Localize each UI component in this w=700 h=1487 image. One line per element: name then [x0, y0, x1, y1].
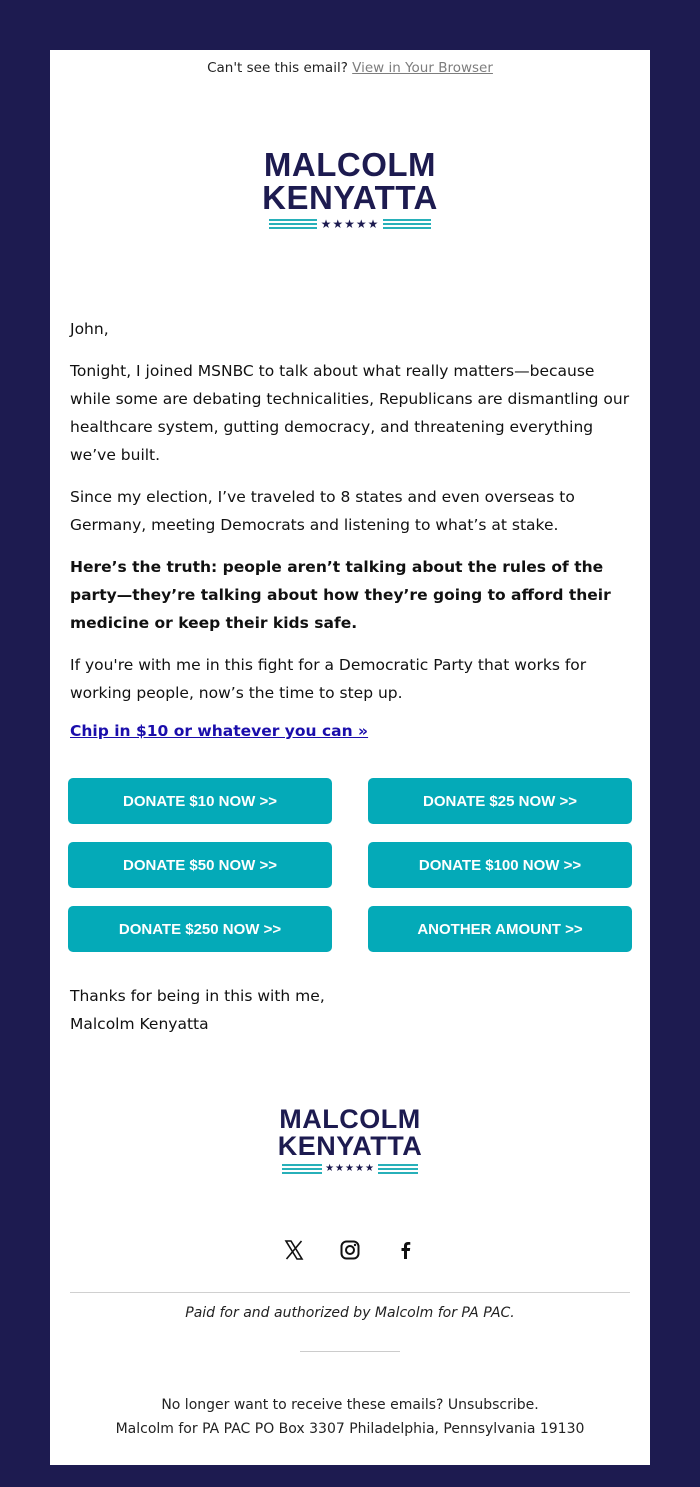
signature-name: Malcolm Kenyatta — [70, 1015, 209, 1033]
paid-for-disclaimer: Paid for and authorized by Malcolm for PA PAC. — [185, 1305, 515, 1321]
paragraph-3: Here’s the truth: people aren’t talking about the rules of the party—they’re talking about how they’re going to afford their medicine or keep their kids safe. — [70, 558, 611, 632]
donate-250-button[interactable]: DONATE $250 NOW >> — [68, 906, 332, 952]
footer-logo-stars: ★★★★★ — [325, 1163, 375, 1174]
logo-stars: ★★★★★ — [320, 217, 380, 231]
donate-10-button[interactable]: DONATE $10 NOW >> — [68, 778, 332, 824]
email-body — [70, 315, 635, 721]
view-in-browser-link[interactable]: View in Your Browser — [352, 60, 493, 76]
footer-logo — [265, 1106, 435, 1174]
chip-in-link[interactable]: Chip in $10 or whatever you can » — [70, 722, 369, 740]
preheader — [50, 60, 650, 76]
donate-100-button[interactable]: DONATE $100 NOW >> — [368, 842, 632, 888]
facebook-icon[interactable] — [396, 1238, 416, 1262]
donate-25-button[interactable]: DONATE $25 NOW >> — [368, 778, 632, 824]
header-logo — [250, 148, 450, 231]
mailing-address: Malcolm for PA PAC PO Box 3307 Philadelphia, Pennsylvania 19130 — [115, 1421, 585, 1437]
greeting: John, — [70, 320, 109, 338]
social-links — [0, 1238, 700, 1262]
signoff — [70, 982, 325, 1038]
paragraph-1: Tonight, I joined MSNBC to talk about what really matters—because while some are debating technicalities, Republicans are dismantling our healthcare system, gutting democracy, and threatening everything we’ve built. — [70, 362, 630, 464]
another-amount-button[interactable]: ANOTHER AMOUNT >> — [368, 906, 632, 952]
paragraph-4: If you're with me in this fight for a Democratic Party that works for working people, now’s the time to step up. — [70, 656, 587, 702]
x-icon[interactable] — [284, 1238, 304, 1262]
short-divider — [300, 1351, 400, 1352]
footer-logo-line-1: MALCOLM — [279, 1104, 421, 1134]
signoff-line: Thanks for being in this with me, — [70, 987, 325, 1005]
unsubscribe-text[interactable]: No longer want to receive these emails? Unsubscribe. — [161, 1397, 539, 1413]
donate-50-button[interactable]: DONATE $50 NOW >> — [68, 842, 332, 888]
footer-logo-line-2: KENYATTA — [277, 1131, 423, 1161]
logo-line-2: KENYATTA — [262, 179, 438, 216]
paragraph-2: Since my election, I’ve traveled to 8 states and even overseas to Germany, meeting Democrats and listening to what’s at stake. — [70, 488, 575, 534]
logo-line-1: MALCOLM — [263, 146, 437, 183]
preheader-text: Can't see this email? — [207, 60, 348, 76]
instagram-icon[interactable] — [340, 1238, 360, 1262]
footer-divider — [70, 1292, 630, 1293]
